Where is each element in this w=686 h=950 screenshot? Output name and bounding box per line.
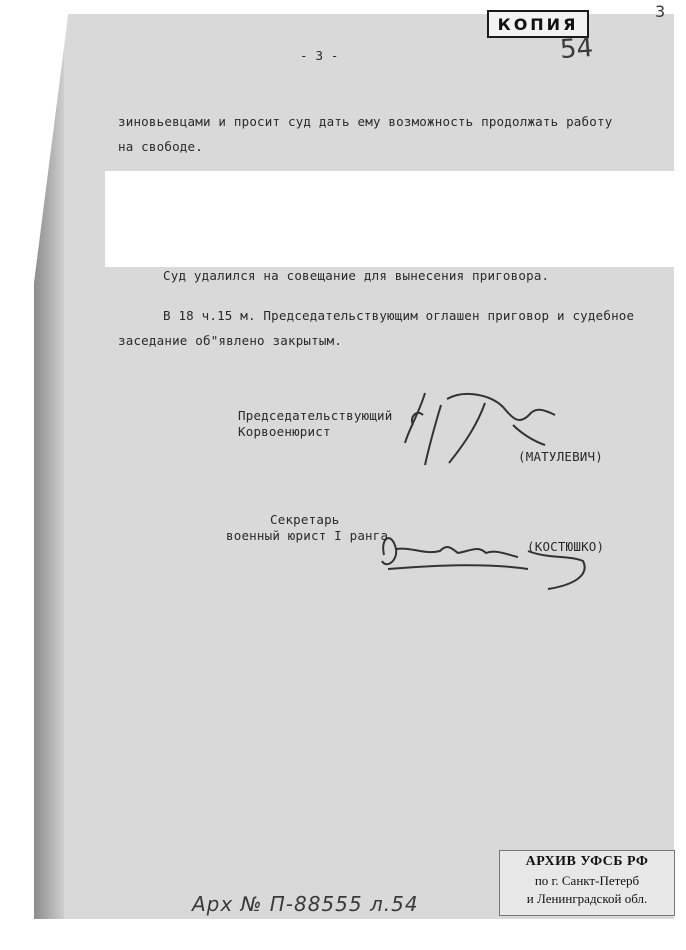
chair-title: Председательствующий	[238, 408, 393, 423]
secretary-signature	[378, 525, 588, 595]
chair-rank: Корвоенюрист	[238, 424, 331, 439]
archive-stamp-line-3: и Ленинградской обл.	[526, 891, 648, 906]
corner-mark: 3	[655, 2, 666, 21]
archive-stamp-line-2: по г. Санкт-Петерб	[534, 873, 640, 888]
folio-number: 54	[558, 32, 595, 66]
body-line-3: Суд удалился на совещание для вынесения приговора.	[163, 268, 550, 283]
body-line-5: заседание об"явлено закрытым.	[118, 333, 343, 348]
body-line-1: зиновьевцами и просит суд дать ему возможность продолжать работу	[118, 114, 613, 129]
chair-name: (МАТУЛЕВИЧ)	[518, 449, 603, 464]
archive-stamp-line-1: АРХИВ УФСБ РФ	[525, 854, 649, 869]
secretary-rank: военный юрист I ранга	[226, 528, 389, 543]
archive-stamp	[499, 850, 675, 916]
secretary-name: (КОСТЮШКО)	[527, 539, 605, 554]
body-line-2: на свободе.	[118, 139, 203, 154]
copy-stamp: КОПИЯ	[487, 10, 589, 38]
page-number: - 3 -	[300, 48, 339, 63]
archive-reference-handwriting: Арх № П-88555 л.54	[192, 892, 419, 916]
redacted-block	[105, 171, 678, 267]
secretary-title: Секретарь	[270, 512, 340, 527]
body-line-4: В 18 ч.15 м. Председательствующим оглашен приговор и судебное	[163, 308, 635, 323]
